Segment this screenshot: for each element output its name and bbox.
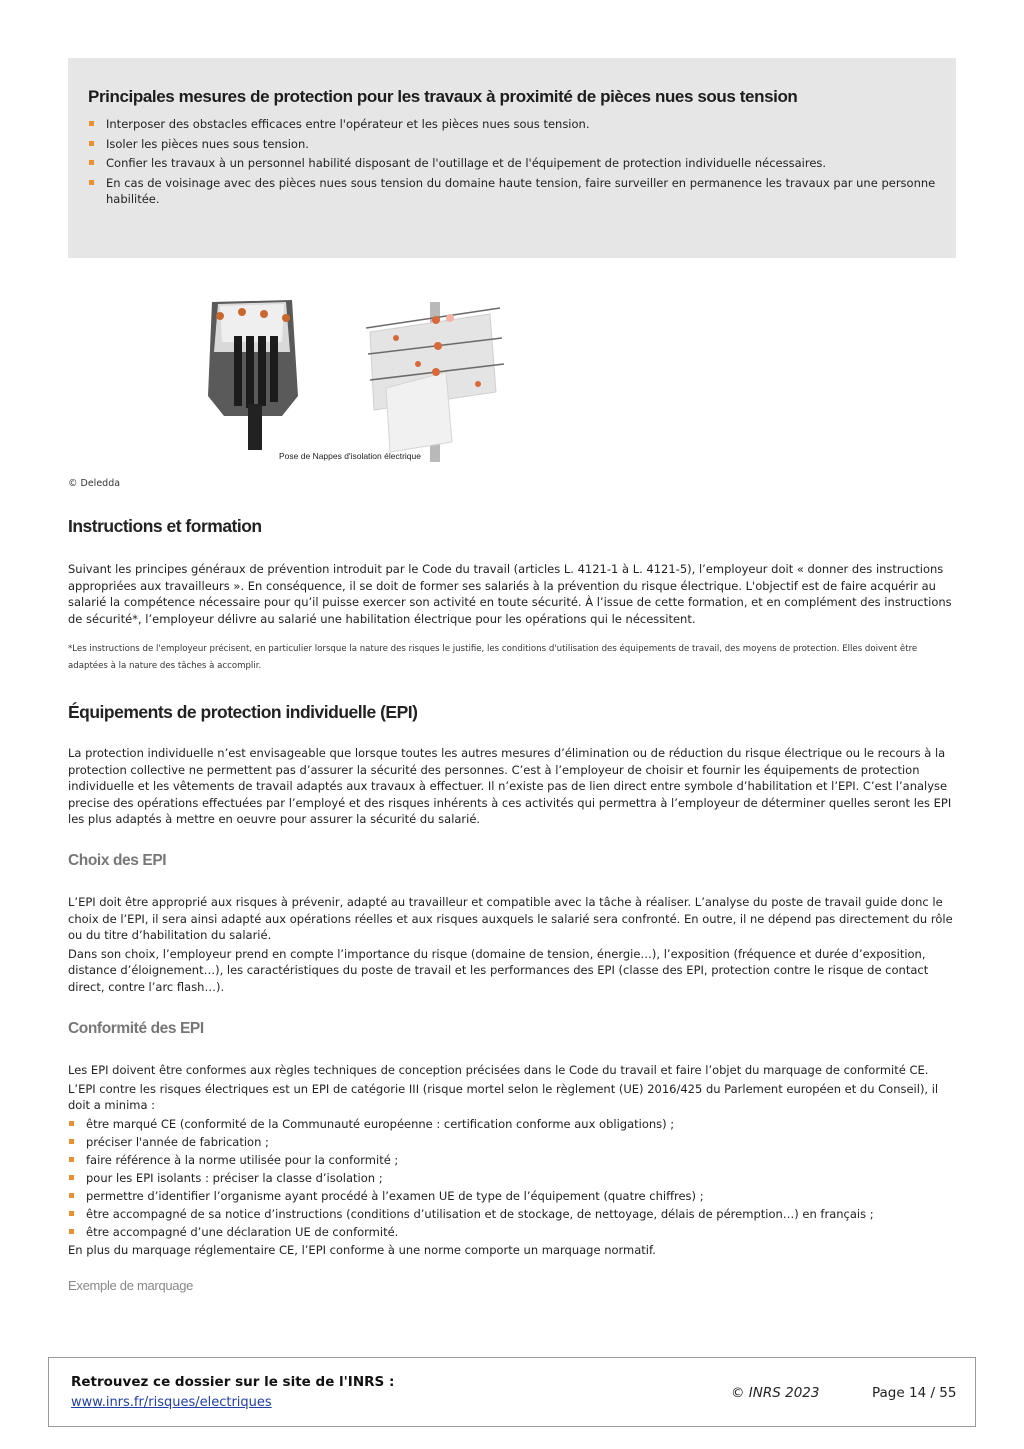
paragraph: L’EPI doit être approprié aux risques à prévenir, adapté au travailleur et compatible avec la tâche à réaliser. L’analyse du poste de travail guide donc le choix de l’EPI, il sera ainsi adapté aux opérations réelles et aux risques auxquels le salarié sera confronté. En outre, il ne dépend pas directement du rôle ou du titre d’habilitation du salarié.	[68, 895, 953, 942]
example-marking-label: Exemple de marquage	[68, 1278, 194, 1293]
paragraph: Suivant les principes généraux de prévention introduit par le Code du travail (articles L. 4121-1 à L. 4121-5), l’employeur doit « donner des instructions appropriées aux travailleurs ». En conséquence, il se doit de former ses salariés à la prévention du risque électrique. L'objectif est de faire acquérir au salarié la compétence nécessaire pour qu’il puisse exercer son activité en toute sécurité. À l’issue de cette formation, et en complément des instructions de sécurité*, l’employeur délivre au salarié une habilitation électrique pour les opérations qui le nécessitent.	[68, 562, 952, 626]
section-title-epi: Équipements de protection individuelle (EPI)	[68, 702, 418, 722]
list-item: préciser l'année de fabrication ;	[68, 1134, 956, 1151]
conformite-list	[68, 1116, 956, 1241]
list-item: pour les EPI isolants : préciser la classe d’isolation ;	[68, 1170, 956, 1187]
protection-measures-box	[68, 58, 956, 258]
paragraph: Dans son choix, l’employeur prend en compte l’importance du risque (domaine de tension, énergie…), l’exposition (fréquence et durée d’exposition, distance d’éloignement…), les caractéristiques du poste de travail et les performances des EPI (classe des EPI, protection contre le risque de contact direct, contre l’arc flash…).	[68, 946, 929, 994]
list-item: faire référence à la norme utilisée pour la conformité ;	[68, 1152, 956, 1169]
instructions-paragraph	[68, 561, 956, 629]
paragraph: L’EPI contre les risques électriques est un EPI de catégorie III (risque mortel selon le règlement (UE) 2016/425 du Parlement européen et du Conseil), il doit a minima :	[68, 1081, 939, 1112]
inrs-dossier-link[interactable]: www.inrs.fr/risques/electriques	[71, 1395, 272, 1410]
list-item: être accompagné d’une déclaration UE de conformité.	[68, 1224, 956, 1241]
figure-credit: © Deledda	[68, 478, 121, 489]
figure-caption: Pose de Nappes d'isolation électrique	[279, 451, 421, 461]
section-title-instructions: Instructions et formation	[68, 516, 262, 536]
page-footer	[48, 1357, 976, 1427]
list-item: Confier les travaux à un personnel habilité disposant de l'outillage et de l'équipement de protection individuelle nécessaires.	[88, 155, 936, 172]
insulation-figure	[190, 292, 512, 468]
list-item: Interposer des obstacles efficaces entre l'opérateur et les pièces nues sous tension.	[88, 116, 936, 133]
paragraph: La protection individuelle n’est envisageable que lorsque toutes les autres mesures d’élimination ou de réduction du risque électrique ou le recours à la protection collective ne permettent pas d’assurer la sécurité des personnes. C’est à l’employeur de choisir et fournir les équipements de protection individuelle et les vêtements de travail adaptés aux travaux à effectuer. Il n’existe pas de lien direct entre symbole d’habilitation et l’EPI. C’est l’analyse precise des opérations effectuées par l’employé et des risques inhérents à ces activités qui permettra à l’employeur de déterminer quelles seront les EPI les plus adaptés à mettre en oeuvre pour assurer la sécurité du salarié.	[68, 746, 952, 826]
protection-box-title: Principales mesures de protection pour les travaux à proximité de pièces nues sous tension	[88, 87, 798, 106]
choix-paragraphs	[68, 894, 956, 997]
list-item: Isoler les pièces nues sous tension.	[88, 136, 936, 153]
insulation-illustration	[190, 292, 512, 468]
page-number: Page 14 / 55	[872, 1385, 957, 1401]
conformite-content	[68, 1062, 956, 1260]
paragraph: Les EPI doivent être conformes aux règles techniques de conception précisées dans le Code du travail et faire l’objet du marquage de conformité CE.	[68, 1063, 929, 1077]
footer-copyright: © INRS 2023	[731, 1385, 820, 1401]
epi-paragraph	[68, 745, 956, 830]
subsection-title-conformite: Conformité des EPI	[68, 1020, 204, 1037]
paragraph: En plus du marquage réglementaire CE, l’EPI conforme à une norme comporte un marquage normatif.	[68, 1242, 656, 1257]
subsection-title-choix: Choix des EPI	[68, 852, 167, 869]
footer-title: Retrouvez ce dossier sur le site de l'INRS :	[71, 1374, 395, 1390]
pole-image	[366, 302, 504, 462]
list-item: En cas de voisinage avec des pièces nues sous tension du domaine haute tension, faire surveiller en permanence les travaux par une personne habilitée.	[88, 175, 936, 208]
list-item: permettre d’identifier l’organisme ayant procédé à l’examen UE de type de l’équipement (quatre chiffres) ;	[68, 1188, 956, 1205]
list-item: être accompagné de sa notice d’instructions (conditions d’utilisation et de stockage, de nettoyage, délais de péremption…) en français ;	[68, 1206, 956, 1223]
instructions-note: *Les instructions de l'employeur précisent, en particulier lorsque la nature des risques le justifie, les conditions d'utilisation des équipements de travail, des moyens de protection. Elles doivent être adaptées à la nature des tâches à accomplir.	[68, 644, 918, 671]
protection-list	[88, 116, 936, 208]
list-item: être marqué CE (conformité de la Communauté européenne : certification conforme aux obligations) ;	[68, 1116, 956, 1133]
cable-terminal-image	[208, 300, 298, 450]
